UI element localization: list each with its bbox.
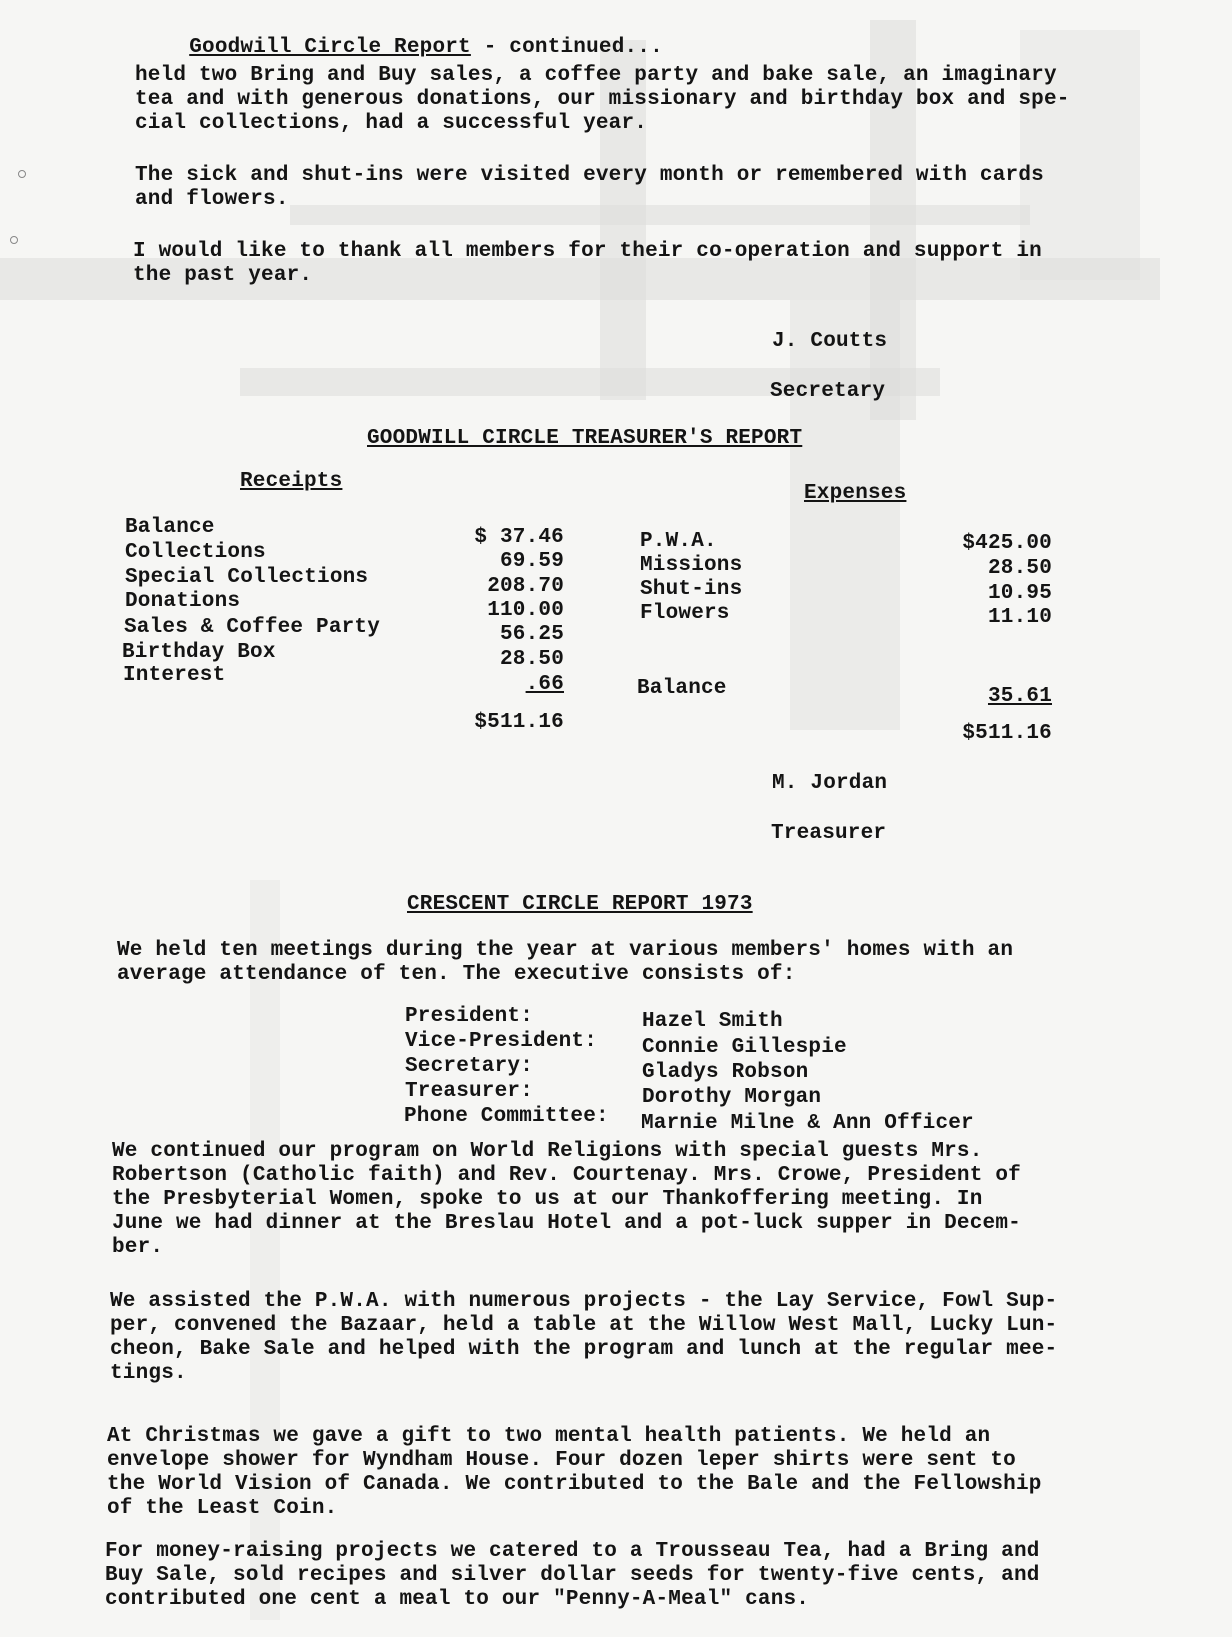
executive-name: Dorothy Morgan: [642, 1086, 822, 1109]
receipt-label: Sales & Coffee Party: [124, 616, 381, 639]
receipt-label: Special Collections: [125, 566, 369, 589]
crescent-report-title: CRESCENT CIRCLE REPORT 1973: [407, 893, 753, 916]
expense-amount: 10.95: [987, 582, 1052, 605]
crescent-paragraph-3: At Christmas we gave a gift to two mental health patients. We held an envelope shower for Wyndham House. Four dozen leper shirts were sent to the World Vision of Canada. We contributed to the Bale and the Fellowship of the Least Coin.: [107, 1425, 1042, 1520]
executive-name: Marnie Milne & Ann Officer: [641, 1112, 974, 1135]
crescent-paragraph-2: We assisted the P.W.A. with numerous projects - the Lay Service, Fowl Sup- per, convened the Bazaar, held a table at the Willow West Mall, Lucky Lun- cheon, Bake Sale and helped with the program and lunch at the regular mee- tings.: [110, 1290, 1058, 1385]
executive-role: Vice-President:: [405, 1030, 598, 1053]
receipt-label: Balance: [125, 516, 215, 539]
executive-name: Gladys Robson: [642, 1061, 809, 1084]
continued-label: - continued...: [483, 36, 663, 59]
receipt-amount: 208.70: [487, 575, 564, 598]
executive-name: Hazel Smith: [642, 1010, 783, 1033]
treasurer-report-title: GOODWILL CIRCLE TREASURER'S REPORT: [367, 427, 803, 450]
bleed-through-bar: [790, 300, 900, 730]
goodwill-paragraph-1: held two Bring and Buy sales, a coffee party and bake sale, an imaginary tea and with generous donations, our missionary and birthday box and spe- cial collections, had a successful year.: [135, 64, 1070, 135]
receipts-total: $511.16: [474, 711, 564, 734]
executive-role: Treasurer:: [405, 1080, 534, 1103]
executive-role: Secretary:: [405, 1055, 534, 1078]
expenses-total: $511.16: [962, 722, 1052, 745]
executive-role: Phone Committee:: [404, 1105, 609, 1128]
expense-label: Missions: [640, 554, 743, 577]
punch-hole: [10, 236, 18, 244]
receipt-label: Collections: [125, 541, 266, 564]
receipt-amount: .66: [525, 673, 564, 696]
receipt-label: Interest: [123, 664, 226, 687]
executive-role: President:: [405, 1005, 534, 1028]
crescent-intro: We held ten meetings during the year at various members' homes with an average attendance of ten. The executive consists of:: [117, 939, 1014, 986]
report-title: Goodwill Circle Report: [189, 36, 471, 59]
receipt-amount: 56.25: [499, 623, 564, 646]
expense-amount: 28.50: [987, 557, 1052, 580]
expense-label: Shut-ins: [640, 578, 743, 601]
expense-balance-amount: 35.61: [987, 685, 1052, 708]
expenses-heading: Expenses: [804, 482, 907, 505]
receipt-amount: 28.50: [499, 648, 564, 671]
receipt-amount: 69.59: [499, 550, 564, 573]
treasurer-role: Treasurer: [771, 822, 887, 845]
expense-label: P.W.A.: [640, 530, 717, 553]
receipt-amount: $ 37.46: [474, 526, 564, 549]
expense-balance-label: Balance: [637, 677, 727, 700]
goodwill-paragraph-3: I would like to thank all members for their co-operation and support in the past year.: [133, 240, 1042, 287]
executive-name: Connie Gillespie: [642, 1036, 847, 1059]
receipt-label: Birthday Box: [122, 641, 276, 664]
secretary-role: Secretary: [770, 380, 886, 403]
punch-hole: [18, 170, 26, 178]
crescent-paragraph-1: We continued our program on World Religions with special guests Mrs. Robertson (Catholic faith) and Rev. Courtenay. Mrs. Crowe, President of the Presbyterial Women, spoke to us at our Thankoffering meeting. In June we had dinner at the Breslau Hotel and a pot-luck supper in Decem- ber.: [112, 1140, 1021, 1259]
secretary-name: J. Coutts: [772, 330, 888, 353]
receipt-amount: 110.00: [487, 599, 564, 622]
crescent-paragraph-4: For money-raising projects we catered to a Trousseau Tea, had a Bring and Buy Sale, sold recipes and silver dollar seeds for twenty-five cents, and contributed one cent a meal to our "Penny-A-Meal" cans.: [105, 1540, 1040, 1611]
receipts-heading: Receipts: [240, 470, 343, 493]
expense-amount: $425.00: [962, 532, 1052, 555]
treasurer-name: M. Jordan: [772, 772, 888, 795]
expense-amount: 11.10: [987, 606, 1052, 629]
goodwill-paragraph-2: The sick and shut-ins were visited every month or remembered with cards and flowers.: [135, 164, 1044, 211]
expense-label: Flowers: [640, 602, 730, 625]
receipt-label: Donations: [125, 590, 241, 613]
